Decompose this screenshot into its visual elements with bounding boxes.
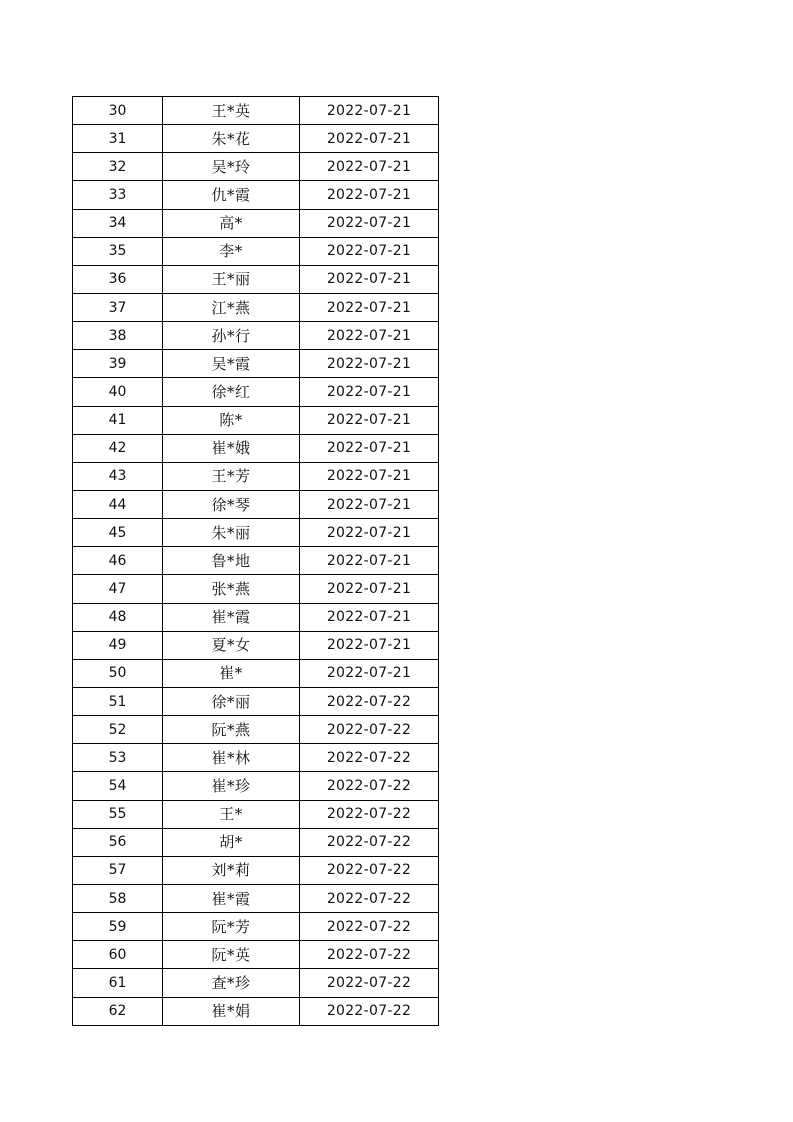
date-cell: 2022-07-22 [300, 687, 439, 715]
row-number-cell: 36 [73, 265, 163, 293]
date-cell: 2022-07-21 [300, 519, 439, 547]
name-cell: 刘*莉 [163, 856, 300, 884]
row-number-cell: 62 [73, 997, 163, 1025]
row-number-cell: 54 [73, 772, 163, 800]
date-cell: 2022-07-21 [300, 378, 439, 406]
name-cell: 徐*琴 [163, 490, 300, 518]
table-row [73, 209, 439, 237]
row-number-cell: 49 [73, 631, 163, 659]
table-row [73, 265, 439, 293]
name-cell: 王*芳 [163, 462, 300, 490]
name-cell: 孙*行 [163, 322, 300, 350]
date-cell: 2022-07-21 [300, 265, 439, 293]
date-cell: 2022-07-21 [300, 631, 439, 659]
row-number-cell: 45 [73, 519, 163, 547]
records-table-body [73, 97, 439, 1026]
table-row [73, 490, 439, 518]
name-cell: 陈* [163, 406, 300, 434]
row-number-cell: 38 [73, 322, 163, 350]
date-cell: 2022-07-21 [300, 406, 439, 434]
row-number-cell: 61 [73, 969, 163, 997]
table-row [73, 547, 439, 575]
row-number-cell: 50 [73, 659, 163, 687]
table-row [73, 462, 439, 490]
date-cell: 2022-07-22 [300, 856, 439, 884]
table-row [73, 97, 439, 125]
table-row [73, 687, 439, 715]
table-row [73, 378, 439, 406]
date-cell: 2022-07-21 [300, 350, 439, 378]
table-row [73, 322, 439, 350]
table-row [73, 856, 439, 884]
row-number-cell: 37 [73, 293, 163, 321]
row-number-cell: 57 [73, 856, 163, 884]
name-cell: 朱*丽 [163, 519, 300, 547]
row-number-cell: 52 [73, 716, 163, 744]
row-number-cell: 55 [73, 800, 163, 828]
date-cell: 2022-07-21 [300, 575, 439, 603]
table-row [73, 153, 439, 181]
name-cell: 崔*珍 [163, 772, 300, 800]
row-number-cell: 42 [73, 434, 163, 462]
date-cell: 2022-07-21 [300, 462, 439, 490]
table-row [73, 969, 439, 997]
name-cell: 张*燕 [163, 575, 300, 603]
name-cell: 查*珍 [163, 969, 300, 997]
table-row [73, 519, 439, 547]
name-cell: 崔*林 [163, 744, 300, 772]
row-number-cell: 46 [73, 547, 163, 575]
name-cell: 阮*英 [163, 941, 300, 969]
name-cell: 阮*燕 [163, 716, 300, 744]
date-cell: 2022-07-22 [300, 744, 439, 772]
row-number-cell: 41 [73, 406, 163, 434]
table-row [73, 603, 439, 631]
name-cell: 阮*芳 [163, 913, 300, 941]
row-number-cell: 60 [73, 941, 163, 969]
date-cell: 2022-07-21 [300, 125, 439, 153]
name-cell: 仇*霞 [163, 181, 300, 209]
name-cell: 鲁*地 [163, 547, 300, 575]
table-row [73, 772, 439, 800]
date-cell: 2022-07-21 [300, 97, 439, 125]
table-row [73, 884, 439, 912]
name-cell: 江*燕 [163, 293, 300, 321]
date-cell: 2022-07-21 [300, 603, 439, 631]
date-cell: 2022-07-21 [300, 181, 439, 209]
date-cell: 2022-07-22 [300, 800, 439, 828]
name-cell: 王*英 [163, 97, 300, 125]
table-row [73, 828, 439, 856]
date-cell: 2022-07-21 [300, 237, 439, 265]
table-row [73, 716, 439, 744]
table-row [73, 575, 439, 603]
row-number-cell: 35 [73, 237, 163, 265]
table-row [73, 406, 439, 434]
table-row [73, 237, 439, 265]
row-number-cell: 32 [73, 153, 163, 181]
name-cell: 王*丽 [163, 265, 300, 293]
name-cell: 胡* [163, 828, 300, 856]
name-cell: 徐*丽 [163, 687, 300, 715]
row-number-cell: 44 [73, 490, 163, 518]
name-cell: 徐*红 [163, 378, 300, 406]
row-number-cell: 51 [73, 687, 163, 715]
row-number-cell: 47 [73, 575, 163, 603]
name-cell: 夏*女 [163, 631, 300, 659]
date-cell: 2022-07-21 [300, 209, 439, 237]
date-cell: 2022-07-22 [300, 828, 439, 856]
table-row [73, 997, 439, 1025]
row-number-cell: 30 [73, 97, 163, 125]
date-cell: 2022-07-21 [300, 293, 439, 321]
name-cell: 崔* [163, 659, 300, 687]
row-number-cell: 53 [73, 744, 163, 772]
date-cell: 2022-07-21 [300, 547, 439, 575]
table-row [73, 941, 439, 969]
row-number-cell: 59 [73, 913, 163, 941]
table-row [73, 350, 439, 378]
records-table [72, 96, 439, 1026]
table-row [73, 800, 439, 828]
table-row [73, 631, 439, 659]
date-cell: 2022-07-21 [300, 434, 439, 462]
date-cell: 2022-07-22 [300, 941, 439, 969]
row-number-cell: 40 [73, 378, 163, 406]
name-cell: 朱*花 [163, 125, 300, 153]
date-cell: 2022-07-22 [300, 969, 439, 997]
table-row [73, 913, 439, 941]
name-cell: 李* [163, 237, 300, 265]
row-number-cell: 43 [73, 462, 163, 490]
name-cell: 崔*娥 [163, 434, 300, 462]
row-number-cell: 39 [73, 350, 163, 378]
date-cell: 2022-07-21 [300, 153, 439, 181]
row-number-cell: 34 [73, 209, 163, 237]
date-cell: 2022-07-22 [300, 913, 439, 941]
date-cell: 2022-07-21 [300, 490, 439, 518]
row-number-cell: 31 [73, 125, 163, 153]
date-cell: 2022-07-22 [300, 884, 439, 912]
table-row [73, 434, 439, 462]
row-number-cell: 48 [73, 603, 163, 631]
table-row [73, 125, 439, 153]
table-row [73, 181, 439, 209]
name-cell: 王* [163, 800, 300, 828]
table-row [73, 744, 439, 772]
date-cell: 2022-07-22 [300, 997, 439, 1025]
name-cell: 崔*娟 [163, 997, 300, 1025]
date-cell: 2022-07-21 [300, 659, 439, 687]
name-cell: 崔*霞 [163, 603, 300, 631]
row-number-cell: 33 [73, 181, 163, 209]
name-cell: 崔*霞 [163, 884, 300, 912]
date-cell: 2022-07-22 [300, 772, 439, 800]
name-cell: 高* [163, 209, 300, 237]
name-cell: 吴*玲 [163, 153, 300, 181]
table-row [73, 293, 439, 321]
row-number-cell: 56 [73, 828, 163, 856]
date-cell: 2022-07-21 [300, 322, 439, 350]
date-cell: 2022-07-22 [300, 716, 439, 744]
row-number-cell: 58 [73, 884, 163, 912]
name-cell: 吴*霞 [163, 350, 300, 378]
table-row [73, 659, 439, 687]
